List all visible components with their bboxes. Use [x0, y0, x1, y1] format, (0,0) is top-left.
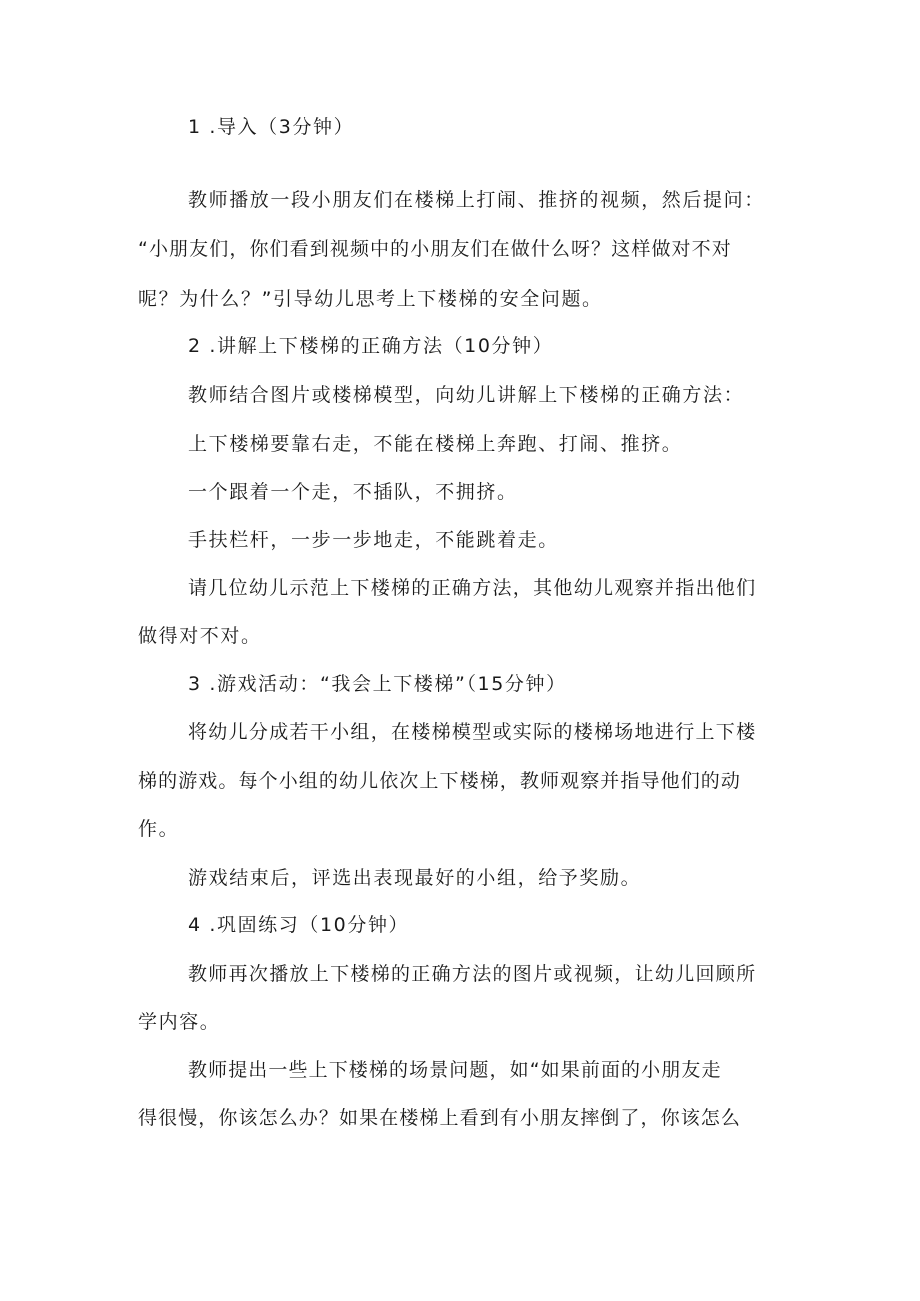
paragraph-line: 游戏结束后，评选出表现最好的小组，给予奖励。: [188, 867, 642, 889]
paragraph-line: 得很慢，你该怎么办？如果在楼梯上看到有小朋友摔倒了，你该怎么: [138, 1107, 742, 1129]
section-heading: 2 .讲解上下楼梯的正确方法（10分钟）: [188, 335, 554, 357]
paragraph-line: 呢？为什么？”引导幼儿思考上下楼梯的安全问题。: [138, 288, 603, 310]
paragraph-line: 上下楼梯要靠右走，不能在楼梯上奔跑、打闹、推挤。: [188, 433, 683, 455]
paragraph-line: 一个跟着一个走，不插队，不拥挤。: [188, 481, 518, 503]
paragraph-line: 请几位幼儿示范上下楼梯的正确方法，其他幼儿观察并指出他们: [188, 577, 757, 599]
paragraph-line: 梯的游戏。每个小组的幼儿依次上下楼梯，教师观察并指导他们的动: [138, 770, 742, 792]
paragraph-line: 教师提出一些上下楼梯的场景问题，如“如果前面的小朋友走: [188, 1059, 722, 1081]
paragraph-line: 教师再次播放上下楼梯的正确方法的图片或视频，让幼儿回顾所: [188, 963, 757, 985]
paragraph-line: 作。: [138, 818, 180, 840]
paragraph-line: 教师结合图片或楼梯模型，向幼儿讲解上下楼梯的正确方法：: [188, 384, 745, 406]
section-heading: 4 .巩固练习（10分钟）: [188, 914, 410, 936]
section-heading: 3 .游戏活动：“我会上下楼梯”（15分钟）: [188, 673, 567, 695]
paragraph-line: 教师播放一段小朋友们在楼梯上打闹、推挤的视频，然后提问：: [188, 189, 765, 211]
paragraph-line: 将幼儿分成若干小组，在楼梯模型或实际的楼梯场地进行上下楼: [188, 721, 757, 743]
paragraph-line: “小朋友们，你们看到视频中的小朋友们在做什么呀？这样做对不对: [138, 238, 732, 260]
section-heading: 1 .导入（3分钟）: [188, 116, 355, 138]
paragraph-line: 做得对不对。: [138, 625, 262, 647]
paragraph-line: 手扶栏杆，一步一步地走，不能跳着走。: [188, 529, 559, 551]
paragraph-line: 学内容。: [138, 1011, 221, 1033]
